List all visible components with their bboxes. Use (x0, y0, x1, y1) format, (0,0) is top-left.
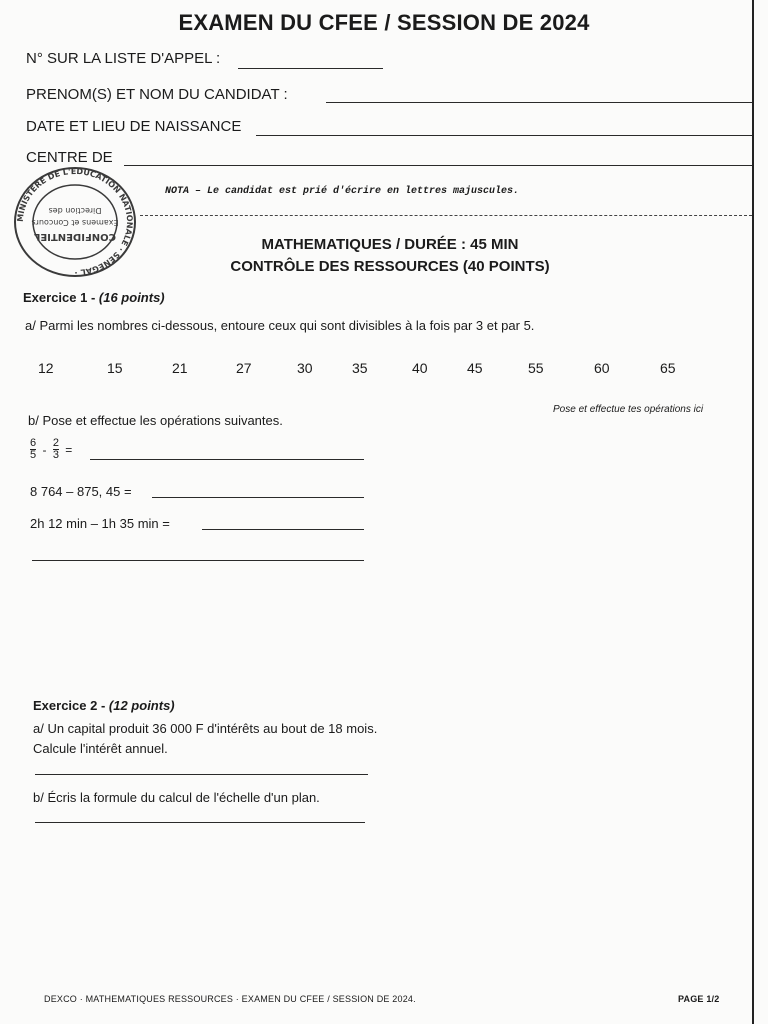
cut-line (140, 215, 752, 216)
number-choice[interactable]: 45 (467, 360, 483, 376)
exam-title: EXAMEN DU CFEE / SESSION DE 2024 (178, 10, 590, 35)
exercise1-label: Exercice 1 - (23, 290, 96, 305)
numero-input-line[interactable] (238, 68, 383, 69)
number-choice[interactable]: 21 (172, 360, 188, 376)
number-choice[interactable]: 15 (107, 360, 123, 376)
stamp-line2: Examens et Concours (31, 218, 119, 227)
answer-line-extra[interactable] (32, 560, 364, 561)
stamp-line1: CONFIDENTIEL (33, 231, 117, 242)
answer-line-subtraction[interactable] (152, 497, 364, 498)
field-label-nom: PRENOM(S) ET NOM DU CANDIDAT : (26, 86, 288, 103)
fraction-1-denominator: 5 (30, 449, 37, 461)
equals-sign: = (65, 442, 73, 457)
minus-sign: - (42, 442, 47, 457)
field-label-centre: CENTRE DE (26, 149, 113, 166)
answer-line-interet[interactable] (35, 774, 368, 775)
exercise2-part-a-line1: a/ Un capital produit 36 000 F d'intérêts au bout de 18 mois. (33, 721, 378, 736)
number-choice[interactable]: 60 (594, 360, 610, 376)
fraction-2-denominator: 3 (52, 449, 59, 461)
subject-title: MATHEMATIQUES / DURÉE : 45 MIN (261, 236, 519, 253)
exercise1-points: (16 points) (98, 290, 165, 305)
answer-line-fraction[interactable] (90, 459, 364, 460)
official-stamp (12, 166, 138, 278)
number-choice[interactable]: 27 (236, 360, 252, 376)
subject-subtitle: CONTRÔLE DES RESSOURCES (40 POINTS) (230, 258, 550, 275)
centre-input-line[interactable] (124, 165, 752, 166)
exercise1-part-a: a/ Parmi les nombres ci-dessous, entoure ceux qui sont divisibles à la fois par 3 et par 5. (25, 318, 535, 333)
answer-line-formule[interactable] (35, 822, 365, 823)
fraction-operation (30, 438, 72, 461)
exercise2-part-b: b/ Écris la formule du calcul de l'échelle d'un plan. (33, 790, 320, 805)
fraction-1 (30, 438, 36, 461)
number-choice[interactable]: 55 (528, 360, 544, 376)
number-choice[interactable]: 65 (660, 360, 676, 376)
operation-duration: 2h 12 min – 1h 35 min = (30, 516, 170, 531)
footer-text: DEXCO · MATHEMATIQUES RESSOURCES · EXAMEN DU CFEE / SESSION DE 2024. (44, 994, 416, 1004)
exercise2-label: Exercice 2 - (33, 698, 106, 713)
number-choice[interactable]: 40 (412, 360, 428, 376)
field-label-numero: N° SUR LA LISTE D'APPEL : (26, 50, 221, 67)
nom-input-line[interactable] (326, 102, 752, 103)
fraction-1-numerator: 6 (30, 437, 37, 449)
number-choice[interactable]: 35 (352, 360, 368, 376)
exercise2-heading (33, 698, 175, 713)
fraction-2-numerator: 2 (52, 437, 59, 449)
page-border (752, 0, 754, 1024)
nota-instruction: NOTA – Le candidat est prié d'écrire en lettres majuscules. (165, 186, 520, 197)
page-number: PAGE 1/2 (678, 994, 720, 1004)
exercise2-points: (12 points) (108, 698, 175, 713)
stamp-ring-text: MINISTERE DE L'EDUCATION NATIONALE · SENEGAL · (15, 166, 135, 278)
stamp-line3: Direction des (48, 206, 102, 215)
number-choice[interactable]: 12 (38, 360, 54, 376)
answer-line-duration[interactable] (202, 529, 364, 530)
exercise1-heading (23, 290, 165, 305)
field-label-naissance: DATE ET LIEU DE NAISSANCE (26, 118, 242, 135)
exercise2-part-a-line2: Calcule l'intérêt annuel. (33, 741, 168, 756)
number-choice[interactable]: 30 (297, 360, 313, 376)
naissance-input-line[interactable] (256, 135, 752, 136)
work-area-note: Pose et effectue tes opérations ici (553, 404, 704, 415)
operation-subtraction: 8 764 – 875, 45 = (30, 484, 132, 499)
exercise1-part-b: b/ Pose et effectue les opérations suivantes. (28, 413, 283, 428)
fraction-2 (53, 438, 59, 461)
